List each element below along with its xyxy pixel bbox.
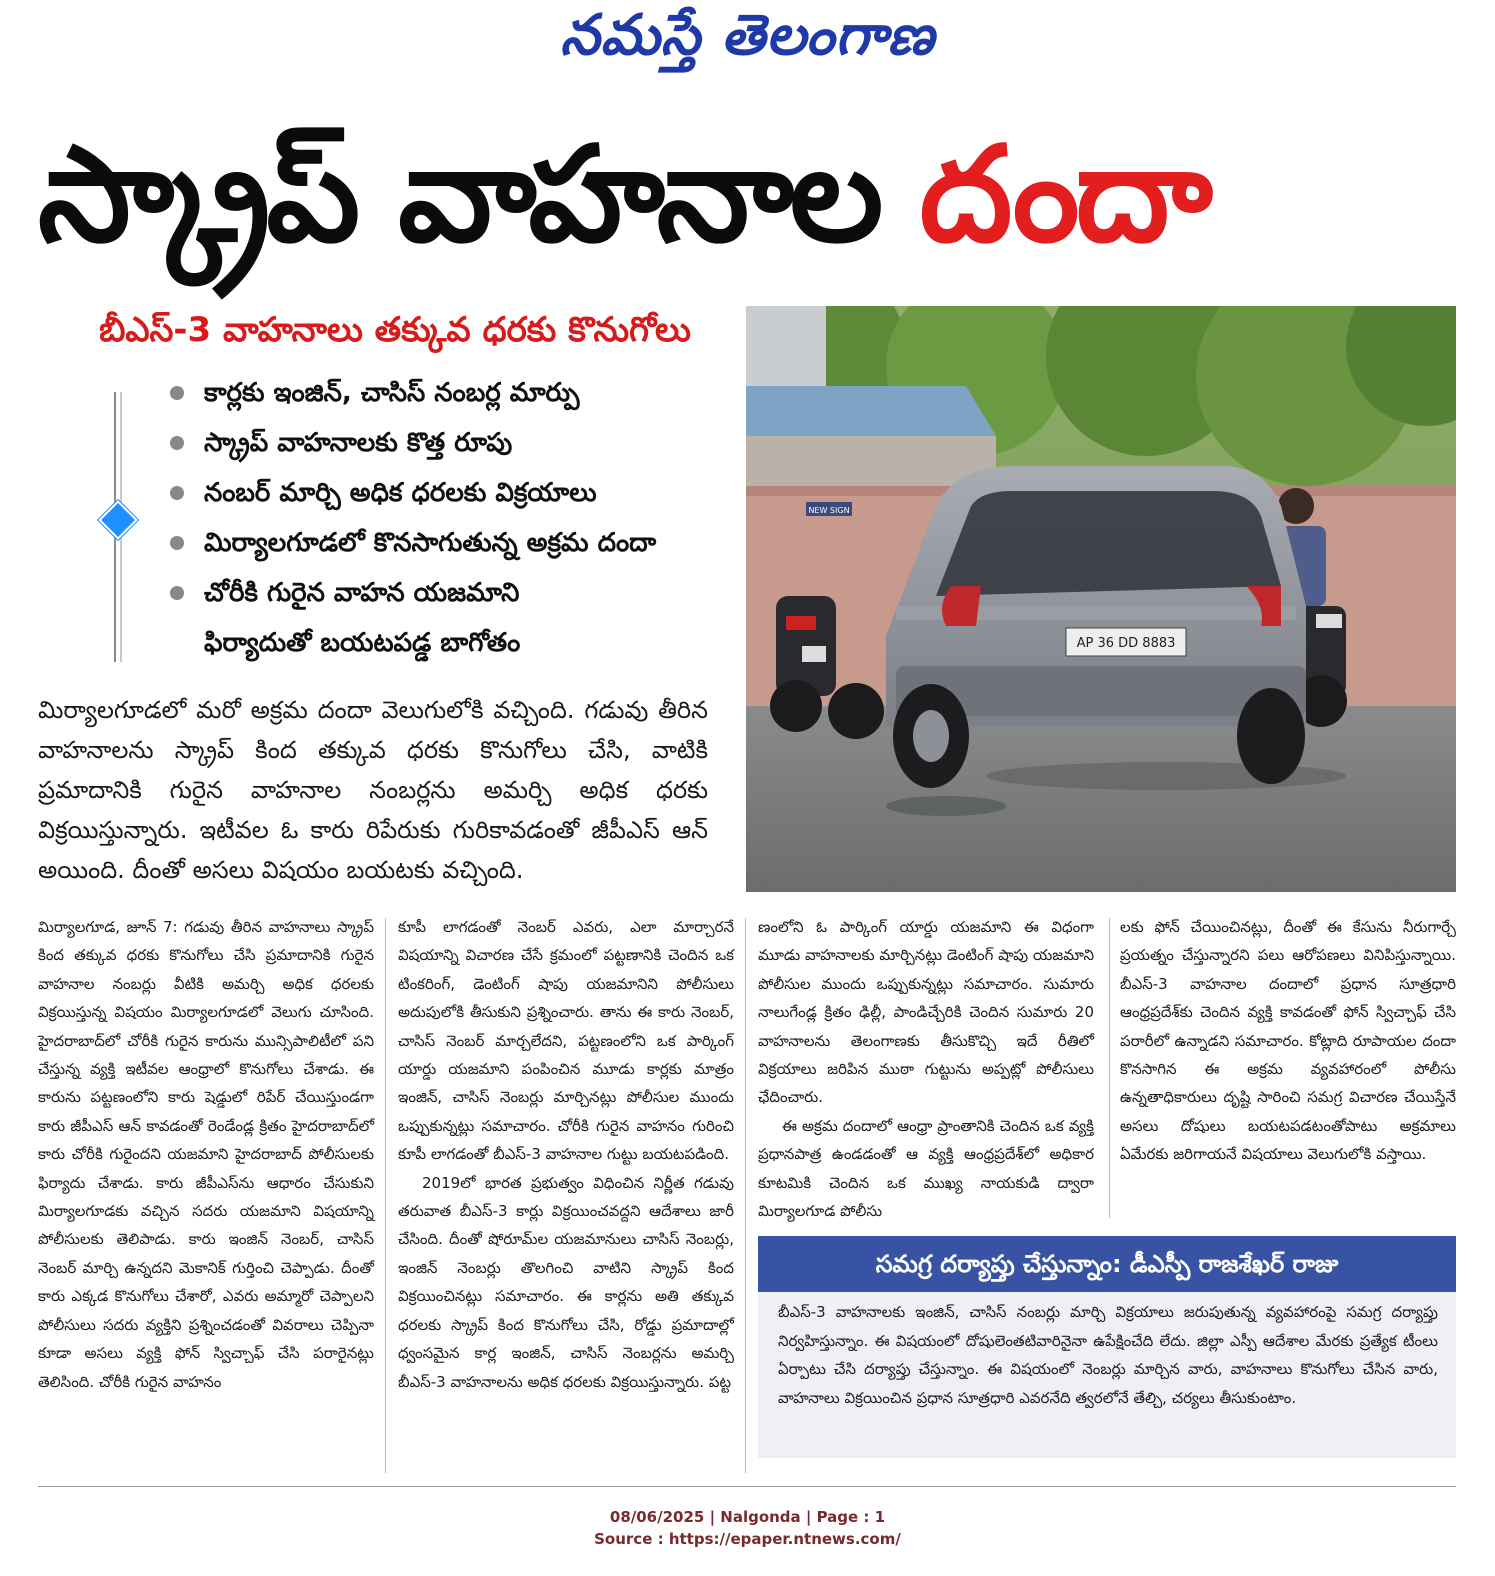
highlight-item: స్క్రాప్ వాహనాలకు కొత్త రూపు	[170, 420, 656, 470]
bullet-icon	[170, 536, 184, 550]
headline	[38, 110, 1458, 280]
highlight-item: నంబర్ మార్చి అధిక ధరలకు విక్రయాలు	[170, 470, 656, 520]
footer-date-edition: 08/06/2025 | Nalgonda | Page : 1	[609, 1508, 886, 1526]
dsp-quote-text: బీఎస్-3 వాహనాలకు ఇంజిన్, చాసిస్ నంబర్లు మార్చి విక్రయాలు జరుపుతున్న వ్యవహారంపై సమగ్ర దర్యాప్తు నిర్వహిస్తున్నాం. ఈ విషయంలో దోషులెంతటివారినైనా ఉపేక్షించేది లేదు. జిల్లా ఎస్పీ ఆదేశాల మేరకు ప్రత్యేక టీంలు ఏర్పాటు చేసి దర్యాప్తు చేస్తున్నాం. ఈ విషయంలో నెంబర్లు మార్చిన వారు, వాహనాలు కొనుగోలు చేసిన వారు, వాహనాలు విక్రయించిన ప్రధాన సూత్రధారి ఎవరనేది త్వరలోనే తేల్చి, చర్యలు తీసుకుంటాం.	[778, 1303, 1438, 1407]
footer-source-link[interactable]: Source : https://epaper.ntnews.com/	[594, 1530, 901, 1548]
article-paragraph: మిర్యాలగూడ, జూన్ 7: గడువు తీరిన వాహనాలు స్క్రాప్ కింద తక్కువ ధరకు కొనుగోలు చేసి ప్రమాదానికి గురైన వాహనాల నంబర్లు వీటికి అమర్చి అధిక ధరలకు విక్రయిస్తున్న విషయం మిర్యాలగూడలో వెలుగు చూసింది. హైదరాబాద్‌లో చోరీకి గురైన కారును మున్సిపాలిటీలో పని చేస్తున్న వ్యక్తి ఇటీవల ఆంధ్రాలో కొనుగోలు చేశాడు. ఈ కారును పట్టణంలోని కారు షెడ్డులో రిపేర్ చేయిస్తుండగా కారు జీపీఎస్ ఆన్ కావడంతో రెండేండ్ల క్రితం హైదరాబాద్‌లో కారు చోరీకి గురైందని యజమాని హైదరాబాద్ పోలీసులకు ఫిర్యాదు చేశాడు. కారు జీపీఎస్‌ను ఆధారం చేసుకుని మిర్యాలగూడకు వచ్చిన సదరు యజమాని విషయాన్ని పోలీసులకు తెలిపాడు. కారు ఇంజిన్ నెంబర్, చాసిస్ నెంబర్ మార్చి ఉన్నదని మెకానిక్ గుర్తించి చెప్పాడు. దీంతో కారు ఎక్కడ కొనుగోలు చేశారో, ఎవరు అమ్మారో చెప్పాలని పోలీసులు సదరు వ్యక్తిని ప్రశ్నించడంతో వివరాలు చెప్పినా కూడా అసలు వ్యక్తి ఫోన్ స్విచ్చాఫ్ చేసి పరారైనట్లు తెలిసింది. చోరీకి గురైన వాహనం	[38, 918, 374, 1391]
plate-text: AP 36 DD 8883	[1076, 636, 1176, 651]
article-column-3	[758, 913, 1094, 1225]
masthead-logo: నమస్తే తెలంగాణ	[560, 2, 935, 68]
column-divider	[385, 918, 386, 1473]
headline-red: దందా	[919, 118, 1209, 272]
highlight-item-continued: ఫిర్యాదుతో బయటపడ్డ బాగోతం	[204, 628, 521, 658]
article-paragraph: ణంలోని ఓ పార్కింగ్ యార్డు యజమాని ఈ విధంగా మూడు వాహనాలకు మార్చినట్లు డెంటింగ్ షాపు యజమాని పోలీసుల ముందు ఒప్పుకున్నట్లు సమాచారం. సుమారు నాలుగేండ్ల క్రితం ఢిల్లీ, పాండిచ్చేరికి చెందిన సుమారు 20 వాహనాలను తెలంగాణకు తీసుకొచ్చి ఇదే రీతిలో విక్రయాలు జరిపిన ముఠా గుట్టును అప్పట్లో పోలీసులు ఛేదించారు.	[758, 918, 1094, 1107]
dsp-quote-box	[758, 1236, 1456, 1458]
column-divider	[745, 918, 746, 1473]
article-column-4	[1120, 913, 1456, 1169]
bullet-icon	[170, 486, 184, 500]
lead-paragraph: మిర్యాలగూడలో మరో అక్రమ దందా వెలుగులోకి వచ్చింది. గడువు తీరిన వాహనాలను స్క్రాప్ కింద తక్కువ ధరకు కొనుగోలు చేసి, వాటికి ప్రమాదానికి గురైన వాహనాల నంబర్లను అమర్చి అధిక ధరకు విక్రయిస్తున్నారు. ఇటీవల ఓ కారు రిపేరుకు గురికావడంతో జీపీఎస్ ఆన్ అయింది. దీంతో అసలు విషయం బయటకు వచ్చింది.	[38, 696, 708, 884]
bullet-icon	[170, 386, 184, 400]
article-paragraph: లకు ఫోన్ చేయించినట్లు, దీంతో ఈ కేసును నీరుగార్చే ప్రయత్నం చేస్తున్నారని పలు ఆరోపణలు వినిపిస్తున్నాయి. బీఎస్-3 వాహనాల దందాలో ప్రధాన సూత్రధారి ఆంధ్రప్రదేశ్‌కు చెందిన వ్యక్తి కావడంతో ఫోన్ స్విచ్చాఫ్ చేసి పరారీలో ఉన్నాడని సమాచారం. కోట్లాది రూపాయల దందా కొనసాగిన ఈ అక్రమ వ్యవహారంలో పోలీసు ఉన్నతాధికారులు దృష్టి సారించి సమగ్ర విచారణ చేయిస్తేనే అసలు దోషులు బయటపడటంతోపాటు అక్రమాలు ఏమేరకు జరిగాయనే విషయాలు వెలుగులోకి వస్తాయి.	[1120, 918, 1456, 1164]
subheadline: బీఎస్-3 వాహనాలు తక్కువ ధరకు కొనుగోలు	[99, 310, 691, 350]
dsp-quote-title: సమగ్ర దర్యాప్తు చేస్తున్నాం: డీఎస్పీ రాజశేఖర్ రాజు	[758, 1236, 1456, 1292]
article-column-2	[398, 913, 734, 1396]
highlights-list	[96, 370, 736, 670]
wall-sign-text: NEW SIGN	[808, 506, 850, 515]
headline-black: స్క్రాప్ వాహనాల	[38, 118, 880, 272]
highlight-item: చోరీకి గురైన వాహన యజమాని	[170, 570, 656, 620]
column-divider	[1109, 918, 1110, 1218]
highlight-item: కార్లకు ఇంజిన్, చాసిస్ నంబర్ల మార్పు	[170, 370, 656, 420]
bullet-icon	[170, 586, 184, 600]
article-paragraph: 2019లో భారత ప్రభుత్వం విధించిన నిర్ణీత గడువు తరువాత బీఎస్-3 కార్లు విక్రయించవద్దని ఆదేశాలు జారీ చేసింది. దీంతో షోరూమ్‌ల యజమానులు చాసిస్ నెంబర్లు, ఇంజిన్ నెంబర్లు తొలగించి వాటిని స్క్రాప్ కింద విక్రయించినట్లు సమాచారం. ఈ కార్లను అతి తక్కువ ధరలకు స్క్రాప్ కింద కొనుగోలు చేసి, రోడ్డు ప్రమాదాల్లో ధ్వంసమైన కార్ల ఇంజిన్, చాసిస్ నెంబర్లను అమర్చి బీఎస్-3 వాహనాలను అధిక ధరలకు విక్రయిస్తున్నారు. పట్ట	[398, 1173, 734, 1391]
article-column-1	[38, 913, 374, 1396]
news-photo	[746, 306, 1456, 892]
page-footer	[0, 1506, 1495, 1550]
highlight-item: మిర్యాలగూడలో కొనసాగుతున్న అక్రమ దందా	[170, 520, 656, 570]
article-paragraph: ఈ అక్రమ దందాలో ఆంధ్రా ప్రాంతానికి చెందిన ఒక వ్యక్తి ప్రధానపాత్ర ఉండడంతో ఆ వ్యక్తి ఆంధ్రప్రదేశ్‌లో అధికార కూటమికి చెందిన ఒక ముఖ్య నాయకుడి ద్వారా మిర్యాలగూడ పోలీసు	[758, 1116, 1094, 1221]
divider	[38, 1486, 1456, 1487]
bullet-icon	[170, 436, 184, 450]
article-paragraph: కూపీ లాగడంతో నెంబర్ ఎవరు, ఎలా మార్చారనే విషయాన్ని విచారణ చేసే క్రమంలో పట్టణానికి చెందిన ఒక టింకరింగ్, డెంటింగ్ షాపు యజమానిని పోలీసులు అదుపులోకి తీసుకుని ప్రశ్నించారు. తాను ఈ కారు నెంబర్, చాసిస్ నెంబర్ మార్చలేదని, పట్టణంలోని ఒక పార్కింగ్ యార్డు యజమాని పంపించిన మూడు కార్లకు మాత్రం ఇంజిన్, చాసిస్ నెంబర్లు మార్చినట్లు పోలీసుల ముందు ఒప్పుకున్నట్లు సమాచారం. చోరీకి గురైన వాహనం గురించి కూపీ లాగడంతో బీఎస్-3 వాహనాల గుట్టు బయటపడింది.	[398, 918, 734, 1164]
diamond-icon	[98, 500, 138, 540]
